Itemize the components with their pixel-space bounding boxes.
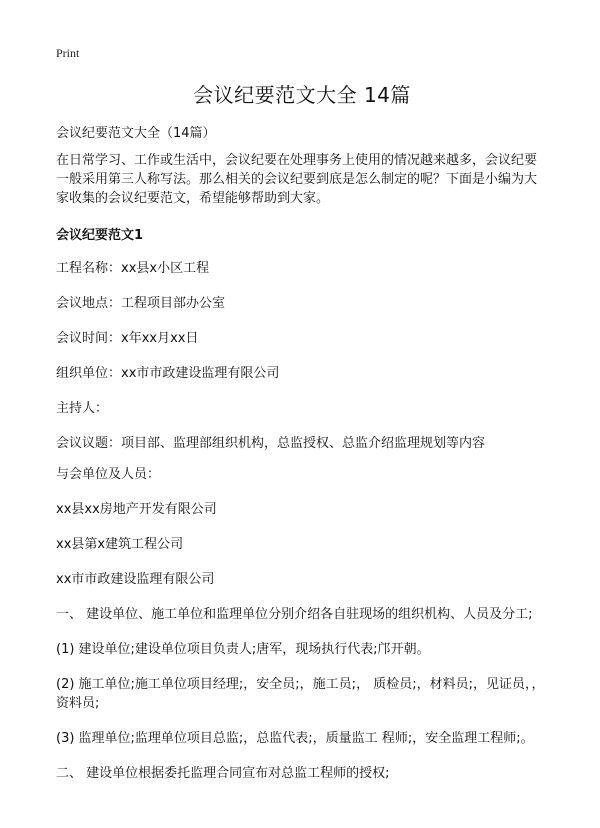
attendee-item: xx县第x建筑工程公司 [56,537,184,552]
document-title: 会议纪要范文大全 14篇 [193,83,411,107]
item-one: 一、 建设单位、施工单位和监理单位分别介绍各自驻现场的组织机构、人员及分工; [56,607,533,622]
item-two: 二、 建设单位根据委托监理合同宣布对总监工程师的授权; [56,766,390,781]
field-location: 会议地点：工程项目部办公室 [56,296,226,311]
field-topics: 会议议题：项目部、监理部组织机构，总监授权、总监介绍监理规划等内容 [56,436,486,451]
print-label: Print [56,46,80,60]
sub-item: (2) 施工单位;施工单位项目经理;，安全员;，施工员;， 质检员;，材料员;，见证员，，资料员; [56,677,545,711]
field-host: 主持人： [56,401,109,416]
field-organizer: 组织单位：xx市市政建设监理有限公司 [56,366,280,381]
intro-paragraph: 在日常学习、工作或生活中，会议纪要在处理事务上使用的情况越来越多，会议纪要一般采用第三人称写法。那么相关的会议纪要到底是怎么制定的呢？下面是小编为大家收集的会议纪要范文，希望能够帮助到大家。 [56,153,538,206]
field-attendees-label: 与会单位及人员： [56,467,161,482]
section-title: 会议纪要范文1 [56,228,144,243]
sub-item: (3) 监理单位;监理单位项目总监;，总监代表;，质量监工 程师;，安全监理工程师;。 [56,731,534,746]
field-time: 会议时间：x年xx月xx日 [56,331,199,346]
field-project-name: 工程名称：xx县x小区工程 [56,261,210,276]
attendee-item: xx县xx房地产开发有限公司 [56,502,217,517]
intro-title: 会议纪要范文大全（14篇） [56,126,216,141]
attendee-item: xx市市政建设监理有限公司 [56,572,215,587]
sub-item: (1) 建设单位;建设单位项目负责人;唐军，现场执行代表;邝开朝。 [56,642,430,657]
